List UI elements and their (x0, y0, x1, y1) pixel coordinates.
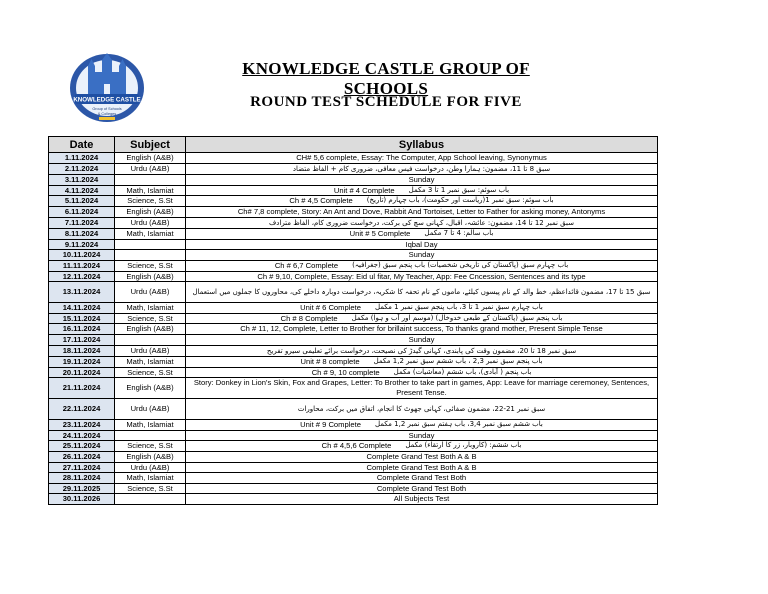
syllabus-urdu-text: باب پنجم ( آبادی)، باب ششم (معاشیات) مکمل (393, 367, 532, 376)
table-row (49, 217, 658, 229)
subject-cell (115, 250, 186, 261)
syllabus-text: Ch # 8 Complete (280, 313, 338, 323)
syllabus-cell (186, 483, 658, 494)
syllabus-text: Unit # 5 Complete (349, 229, 411, 239)
subject-cell: Science, S.St (115, 367, 186, 378)
date-cell: 14.11.2024 (49, 303, 115, 314)
syllabus-text: Ch # 9, 10 complete (311, 367, 380, 377)
table-row (49, 324, 658, 335)
syllabus-cell (186, 420, 658, 431)
syllabus-text: All Subjects Test (393, 494, 450, 504)
logo-banner-text: KNOWLEDGE CASTLE (73, 96, 141, 104)
syllabus-text: Unit # 9 Complete (300, 420, 361, 430)
syllabus-cell (186, 399, 658, 420)
syllabus-cell (186, 378, 658, 399)
syllabus-text: سبق نمبر 21-22، مضمون صفائی، کہانی جھوٹ کا انجام، اتفاق میں برکت، محاورات (297, 404, 546, 413)
table-row (49, 206, 658, 217)
syllabus-urdu-text: باب چہارم سبق (پاکستان کی تاریخی شخصیات) باب پنجم سبق (جغرافیہ) (352, 260, 569, 269)
syllabus-cell (186, 345, 658, 357)
subject-cell: Science, S.St (115, 313, 186, 324)
syllabus-cell (186, 473, 658, 484)
date-cell: 17.11.2024 (49, 334, 115, 345)
table-row (49, 483, 658, 494)
table-row (49, 452, 658, 463)
syllabus-text: Sunday (408, 250, 435, 260)
syllabus-cell (186, 494, 658, 505)
date-cell: 2.11.2024 (49, 163, 115, 175)
date-cell: 25.11.2024 (49, 441, 115, 452)
syllabus-cell (186, 185, 658, 196)
syllabus-cell (186, 175, 658, 186)
subject-cell: Math, Islamiat (115, 303, 186, 314)
date-cell: 12.11.2024 (49, 271, 115, 282)
syllabus-cell (186, 441, 658, 452)
table-row (49, 229, 658, 240)
syllabus-cell (186, 462, 658, 473)
subject-cell: Math, Islamiat (115, 420, 186, 431)
logo-tagline: Group of Schools (92, 107, 122, 111)
date-cell: 11.11.2024 (49, 260, 115, 271)
subject-cell: Math, Islamiat (115, 473, 186, 484)
school-name: KNOWLEDGE CASTLE GROUP OF SCHOOLS (242, 59, 530, 98)
subject-cell: English (A&B) (115, 378, 186, 399)
syllabus-text: Unit # 6 Complete (300, 303, 361, 313)
table-row (49, 175, 658, 186)
subject-cell (115, 334, 186, 345)
syllabus-cell (186, 217, 658, 229)
syllabus-cell (186, 367, 658, 378)
column-header-syllabus: Syllabus (186, 137, 658, 153)
subject-cell: Urdu (A&B) (115, 399, 186, 420)
table-row (49, 473, 658, 484)
subject-cell: Science, S.St (115, 483, 186, 494)
syllabus-text: Sunday (408, 430, 435, 440)
column-header-subject: Subject (115, 137, 186, 153)
syllabus-cell (186, 229, 658, 240)
syllabus-urdu-text: باب سوئم: سبق نمبر 1(ریاست اور حکومت)، باب چہارم (تاریخ) (366, 196, 554, 205)
table-header-row (49, 137, 658, 153)
syllabus-cell (186, 250, 658, 261)
syllabus-text: Ch # 4,5 Complete (289, 196, 353, 206)
table-row (49, 282, 658, 303)
syllabus-text: Ch# 7,8 complete, Story: An Ant and Dove, Rabbit And Tortoiset, Letter to Father for asking money, Antonyms (237, 206, 606, 216)
date-cell: 20.11.2024 (49, 367, 115, 378)
syllabus-text: Iqbal Day (405, 239, 438, 249)
subject-cell: Urdu (A&B) (115, 217, 186, 229)
syllabus-cell (186, 334, 658, 345)
syllabus-text: CH# 5,6 complete, Essay: The Computer, App School leaving, Synonymus (296, 153, 547, 162)
syllabus-text: Story: Donkey in Lion's Skin, Fox and Grapes, Letter: To Brother to take part in games, App: Leave for marriage ceremoney, Sentences, Present Tense. (193, 378, 650, 398)
syllabus-urdu-text: باب سوئم: سبق نمبر 1 تا 3 مکمل (408, 185, 510, 194)
syllabus-cell (186, 196, 658, 207)
syllabus-cell (186, 239, 658, 250)
date-cell: 19.11.2024 (49, 357, 115, 368)
subject-cell: English (A&B) (115, 324, 186, 335)
subject-cell: English (A&B) (115, 452, 186, 463)
syllabus-text: Complete Grand Test Both A & B (366, 462, 477, 472)
syllabus-urdu-text: باب پنجم سبق (پاکستان کے طبعی خدوخال) (موسم اور آب و ہوا) مکمل (351, 313, 563, 322)
table-row (49, 420, 658, 431)
table-row (49, 260, 658, 271)
syllabus-text: Ch # 9,10, Complete, Essay: Eid ul fitar, My Teacher, App: Fee Cncession, Sentences and its type (257, 271, 586, 281)
syllabus-urdu-text: باب ششم سبق نمبر 3,4، باب ہفتم سبق نمبر 1,2 مکمل (374, 420, 543, 429)
date-cell: 13.11.2024 (49, 282, 115, 303)
table-row (49, 357, 658, 368)
syllabus-cell (186, 303, 658, 314)
table-row (49, 367, 658, 378)
date-cell: 24.11.2024 (49, 430, 115, 441)
syllabus-text: Sunday (408, 334, 435, 344)
date-cell: 7.11.2024 (49, 217, 115, 229)
subject-cell: Urdu (A&B) (115, 462, 186, 473)
syllabus-cell (186, 313, 658, 324)
syllabus-text: سبق 8 تا 11، مضمون: ہمارا وطن، درخواست فیس معافی، ضروری کام + الفاظ متضاد (292, 164, 551, 173)
table-row (49, 313, 658, 324)
subject-cell (115, 239, 186, 250)
table-row (49, 250, 658, 261)
subject-cell: Science, S.St (115, 196, 186, 207)
table-row (49, 399, 658, 420)
table-row (49, 153, 658, 164)
table-row (49, 462, 658, 473)
subject-cell: Urdu (A&B) (115, 163, 186, 175)
syllabus-urdu-text: باب چہارم سبق نمبر 1 تا 3، باب پنجم سبق نمبر 1 مکمل (374, 303, 543, 312)
syllabus-text: Complete Grand Test Both A & B (366, 452, 477, 462)
date-cell: 4.11.2024 (49, 185, 115, 196)
table-row (49, 239, 658, 250)
document-title: ROUND TEST SCHEDULE FOR FIVE (250, 94, 522, 110)
table-row (49, 196, 658, 207)
syllabus-text: سبق 15 تا 17، مضمون قائداعظم، خط والد کے نام پیسوں کیلئے، ماموں کے نام تحفہ کا شکریہ، درخواست دوبارہ داخلے کی، محاوروں کا جملوں میں استعمال (192, 287, 651, 296)
table-row (49, 163, 658, 175)
table-row (49, 334, 658, 345)
subject-cell: Math, Islamiat (115, 229, 186, 240)
syllabus-text: Sunday (408, 175, 435, 185)
syllabus-text: سبق نمبر 18 تا 20، مضمون وقت کی پابندی، کہانی گیدڑ کی نصیحت، درخواست برائے تعلیمی سیرو تفریح (266, 346, 577, 355)
date-cell: 10.11.2024 (49, 250, 115, 261)
syllabus-cell (186, 163, 658, 175)
syllabus-cell (186, 260, 658, 271)
subject-cell: English (A&B) (115, 271, 186, 282)
syllabus-urdu-text: باب پنجم سبق نمبر 2,3 ، باب ششم سبق نمبر 1,2 مکمل (373, 357, 543, 366)
syllabus-text: Unit # 8 complete (300, 357, 360, 367)
subject-cell: Math, Islamiat (115, 357, 186, 368)
date-cell: 26.11.2024 (49, 452, 115, 463)
syllabus-cell (186, 206, 658, 217)
subject-cell: Urdu (A&B) (115, 282, 186, 303)
subject-cell (115, 494, 186, 505)
syllabus-cell (186, 357, 658, 368)
syllabus-cell (186, 324, 658, 335)
date-cell: 16.11.2024 (49, 324, 115, 335)
subject-cell (115, 175, 186, 186)
syllabus-cell (186, 452, 658, 463)
date-cell: 3.11.2024 (49, 175, 115, 186)
date-cell: 29.11.2025 (49, 483, 115, 494)
subject-cell: English (A&B) (115, 153, 186, 164)
table-row (49, 441, 658, 452)
table-row (49, 345, 658, 357)
syllabus-cell (186, 282, 658, 303)
subject-cell: Urdu (A&B) (115, 345, 186, 357)
syllabus-text: Ch # 11, 12, Complete, Letter to Brother for brillaint success, To thanks grand mother, Present Simple Tense (240, 324, 603, 334)
syllabus-text: Complete Grand Test Both (376, 473, 467, 483)
date-cell: 1.11.2024 (49, 153, 115, 164)
date-cell: 15.11.2024 (49, 313, 115, 324)
date-cell: 5.11.2024 (49, 196, 115, 207)
schedule-table (48, 136, 658, 505)
syllabus-text: Complete Grand Test Both (376, 483, 467, 493)
date-cell: 6.11.2024 (49, 206, 115, 217)
schedule-body (49, 153, 658, 505)
syllabus-cell (186, 430, 658, 441)
date-cell: 30.11.2026 (49, 494, 115, 505)
syllabus-urdu-text: باب ششم: (کاروبار، زر کا ارتقاء) مکمل (405, 441, 522, 450)
table-row (49, 494, 658, 505)
date-cell: 23.11.2024 (49, 420, 115, 431)
table-row (49, 271, 658, 282)
column-header-date: Date (49, 137, 115, 153)
table-row (49, 185, 658, 196)
date-cell: 28.11.2024 (49, 473, 115, 484)
date-cell: 27.11.2024 (49, 462, 115, 473)
subject-cell: English (A&B) (115, 206, 186, 217)
syllabus-text: سبق نمبر 12 تا 14، مضمون: عائشہ، اقبال، کہانی سچ کی برکت، درخواست ضروری کام، الفاظ مترادف (269, 218, 574, 227)
syllabus-cell (186, 271, 658, 282)
logo-tagline-2: & Colleges (97, 112, 117, 116)
syllabus-cell (186, 153, 658, 164)
subject-cell (115, 430, 186, 441)
subject-cell: Science, S.St (115, 441, 186, 452)
table-row (49, 430, 658, 441)
syllabus-text: Unit # 4 Complete (333, 185, 395, 195)
date-cell: 8.11.2024 (49, 229, 115, 240)
school-logo (66, 50, 148, 128)
subject-cell: Math, Islamiat (115, 185, 186, 196)
date-cell: 9.11.2024 (49, 239, 115, 250)
date-cell: 18.11.2024 (49, 345, 115, 357)
table-row (49, 303, 658, 314)
syllabus-urdu-text: باب سالم: 4 تا 7 مکمل (424, 229, 494, 238)
subject-cell: Science, S.St (115, 260, 186, 271)
syllabus-text: Ch # 6,7 Complete (274, 260, 339, 270)
date-cell: 22.11.2024 (49, 399, 115, 420)
date-cell: 21.11.2024 (49, 378, 115, 399)
table-row (49, 378, 658, 399)
syllabus-text: Ch # 4,5,6 Complete (321, 441, 392, 451)
